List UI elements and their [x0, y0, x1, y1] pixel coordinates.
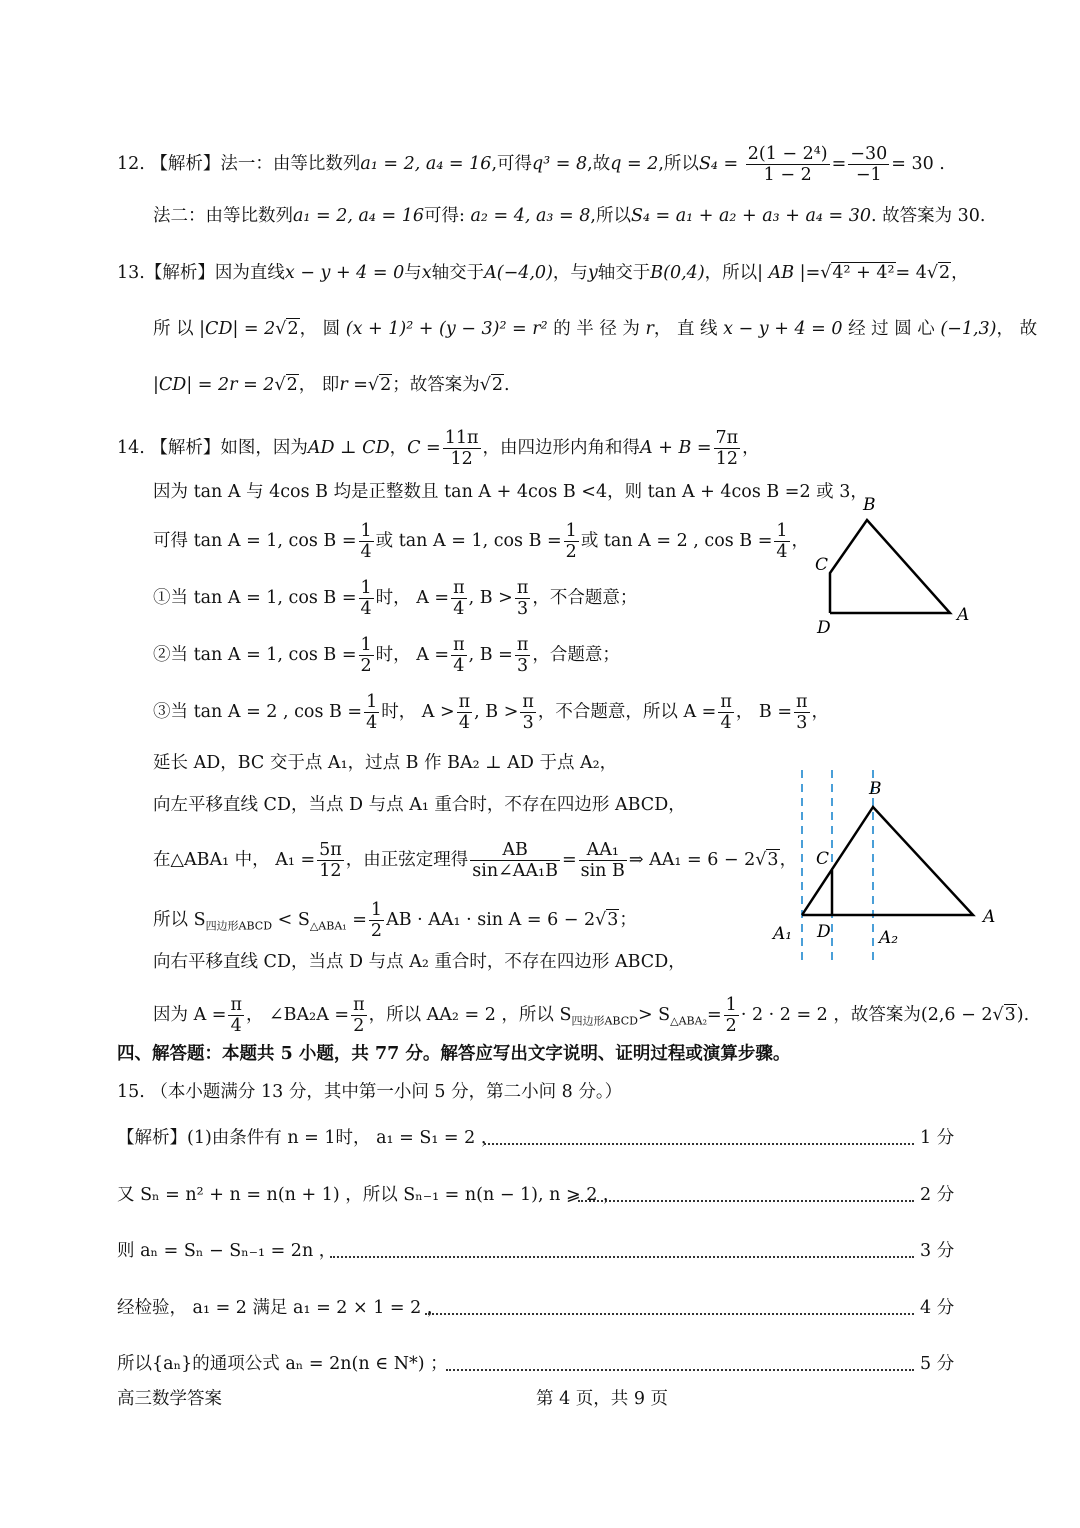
q12-fraction-1: $\frac{\text{2(1 − 2⁴)}}{1 - 2}$	[747, 144, 828, 185]
q14-line7: 延长 AD，BC 交于点 A₁，过点 B 作 BA₂ ⊥ AD 于点 A₂，	[153, 753, 618, 773]
leader-dots	[578, 1200, 914, 1202]
q12-line1: 12. 【解析】法一：由等比数列a₁ = 2, a₄ = 16,可得q³ = 8,故q = 2,所以S₄ = $\frac{\text{2(1 − 2⁴)}}{1 - 2}$ = $\frac{-30}{-1}$ = 30 .	[117, 144, 945, 185]
q14-line11: 向右平移直线 CD，当点 D 与点 A₂ 重合时，不存在四边形 ABCD，	[153, 952, 686, 972]
leader-dots	[446, 1369, 914, 1371]
section-heading: 四、解答题：本题共 5 小题，共 77 分。解答应写出文字说明、证明过程或演算步骤。	[117, 1044, 791, 1064]
q13-number: 13.	[117, 263, 145, 283]
figure1-label-a: A	[957, 605, 970, 625]
leader-dots	[330, 1256, 914, 1258]
leader-dots	[484, 1143, 914, 1145]
q15-step-1: 【解析】(1)由条件有 n = 1时， a₁ = S₁ = 2 ，	[117, 1128, 499, 1148]
q14-line9: 在△ABA₁ 中， A₁ = $\frac{5\pi}{12}$ ，由正弦定理得 $\frac{AB}{\text{sin∠AA₁B}}$ = $\frac{\text{AA₁}}{\text{sin B}}$ ⇒ AA₁ = 6 − 2√3，	[153, 840, 798, 881]
q13-line3: |CD| = 2r = 2√2， 即r =√2；故答案为√2.	[153, 375, 510, 395]
figure2-label-a2: A₂	[879, 928, 899, 948]
footer-left: 高三数学答案	[117, 1389, 222, 1409]
q14-line3: 可得 tan A = 1, cos B = $\frac{1}{4}$ 或 tan A = 1, cos B = $\frac{1}{2}$ 或 tan A = 2 , cos B = $\frac{1}{4}$ ，	[153, 521, 810, 562]
q15-step-5: 所以{aₙ}的通项公式 aₙ = 2n(n ∈ N*) ；	[117, 1354, 448, 1374]
q14-line5: ②当 tan A = 1, cos B = $\frac{1}{2}$ 时， A = $\frac{\pi}{4}$ , B = $\frac{\pi}{3}$ ，合题意；	[153, 635, 620, 676]
figure2-label-a: A	[983, 907, 996, 927]
q15-step-4: 经检验， a₁ = 2 满足 a₁ = 2 × 1 = 2 ，	[117, 1298, 445, 1318]
footer-page-number: 第 4 页，共 9 页	[536, 1389, 669, 1409]
q14-line1: 14. 【解析】如图，因为AD ⊥ CD，C = $\frac{11\pi}{12}$ ，由四边形内角和得A + B = $\frac{7\pi}{12}$ ，	[117, 428, 760, 469]
q14-line4: ①当 tan A = 1, cos B = $\frac{1}{4}$ 时， A = $\frac{\pi}{4}$ , B > $\frac{\pi}{3}$ ，不合题意；	[153, 578, 638, 619]
q13-line1: 13.【解析】因为直线x − y + 4 = 0与x轴交于A(−4,0)，与y轴交于B(0,4)，所以| AB |=√4² + 4²= 4√2，	[117, 263, 969, 283]
figure1-label-d: D	[817, 618, 831, 638]
q12-line2: 法二：由等比数列a₁ = 2, a₄ = 16可得: a₂ = 4, a₃ = 8,所以S₄ = a₁ + a₂ + a₃ + a₄ = 30. 故答案为 30.	[153, 206, 986, 226]
q13-tag: 【解析】	[144, 263, 215, 283]
figure2-label-a1: A₁	[773, 924, 793, 944]
q14-line6: ③当 tan A = 2 , cos B = $\frac{1}{4}$ 时， A > $\frac{\pi}{4}$ , B > $\frac{\pi}{3}$ ，不合题意，所以 A = $\frac{\pi}{4}$ ， B = $\frac{\pi}{3}$ ，	[153, 692, 830, 733]
score-4: 4 分	[920, 1298, 955, 1318]
q15-intro: （本小题满分 13 分，其中第一小问 5 分，第二小问 8 分。）	[150, 1082, 623, 1102]
figure1-label-c: C	[815, 555, 829, 575]
q14-line8: 向左平移直线 CD，当点 D 与点 A₁ 重合时，不存在四边形 ABCD，	[153, 795, 686, 815]
q13-line2: 所 以 |CD| = 2√2， 圆 (x + 1)² + (y − 3)² = r² 的 半 径 为 r， 直 线 x − y + 4 = 0 经 过 圆 心 (−1,3)， 故	[153, 319, 1038, 339]
q14-line12: 因为 A = $\frac{\pi}{4}$ ， ∠BA₂A = $\frac{\pi}{2}$ ，所以 AA₂ = 2 ，所以 $S_{四边形ABCD}> S_{\triangle ABA_2}=$ $\frac{1}{2}$ · 2 · 2 = 2 ，故答案为(2,6 − 2√3).	[153, 995, 1030, 1036]
q14-tag: 【解析】	[150, 438, 221, 458]
score-1: 1 分	[920, 1128, 955, 1148]
figure2-label-b: B	[869, 779, 882, 799]
score-3: 3 分	[920, 1241, 955, 1261]
q14-number: 14.	[117, 438, 145, 458]
q15-step-3: 则 aₙ = Sₙ − Sₙ₋₁ = 2n ，	[117, 1241, 337, 1261]
figure1-label-b: B	[863, 495, 876, 515]
q12-number: 12.	[117, 154, 145, 174]
q15-intro-line	[117, 1079, 622, 1105]
q14-line2: 因为 tan A 与 4cos B 均是正整数且 tan A + 4cos B <4，则 tan A + 4cos B =2 或 3，	[153, 482, 868, 502]
leader-dots	[425, 1313, 914, 1315]
q14-line10: 所以 $S_{四边形ABCD} < S_{\triangle ABA_1}$ = $\frac{1}{2}$ AB · AA₁ · sin A = 6 − 2√3；	[153, 900, 637, 941]
score-5: 5 分	[920, 1354, 955, 1374]
quadrilateral-figure	[805, 488, 985, 638]
score-2: 2 分	[920, 1185, 955, 1205]
q15-step-2: 又 Sₙ = n² + n = n(n + 1) ，所以 Sₙ₋₁ = n(n − 1), n ⩾ 2 ，	[117, 1185, 621, 1205]
figure2-label-c: C	[816, 849, 830, 869]
q12-fraction-2: $\frac{-30}{-1}$	[850, 144, 888, 185]
q12-tag: 【解析】	[150, 154, 221, 174]
figure2-label-d: D	[817, 922, 831, 942]
q15-number: 15.	[117, 1082, 145, 1102]
extended-triangle-figure	[765, 765, 1005, 970]
